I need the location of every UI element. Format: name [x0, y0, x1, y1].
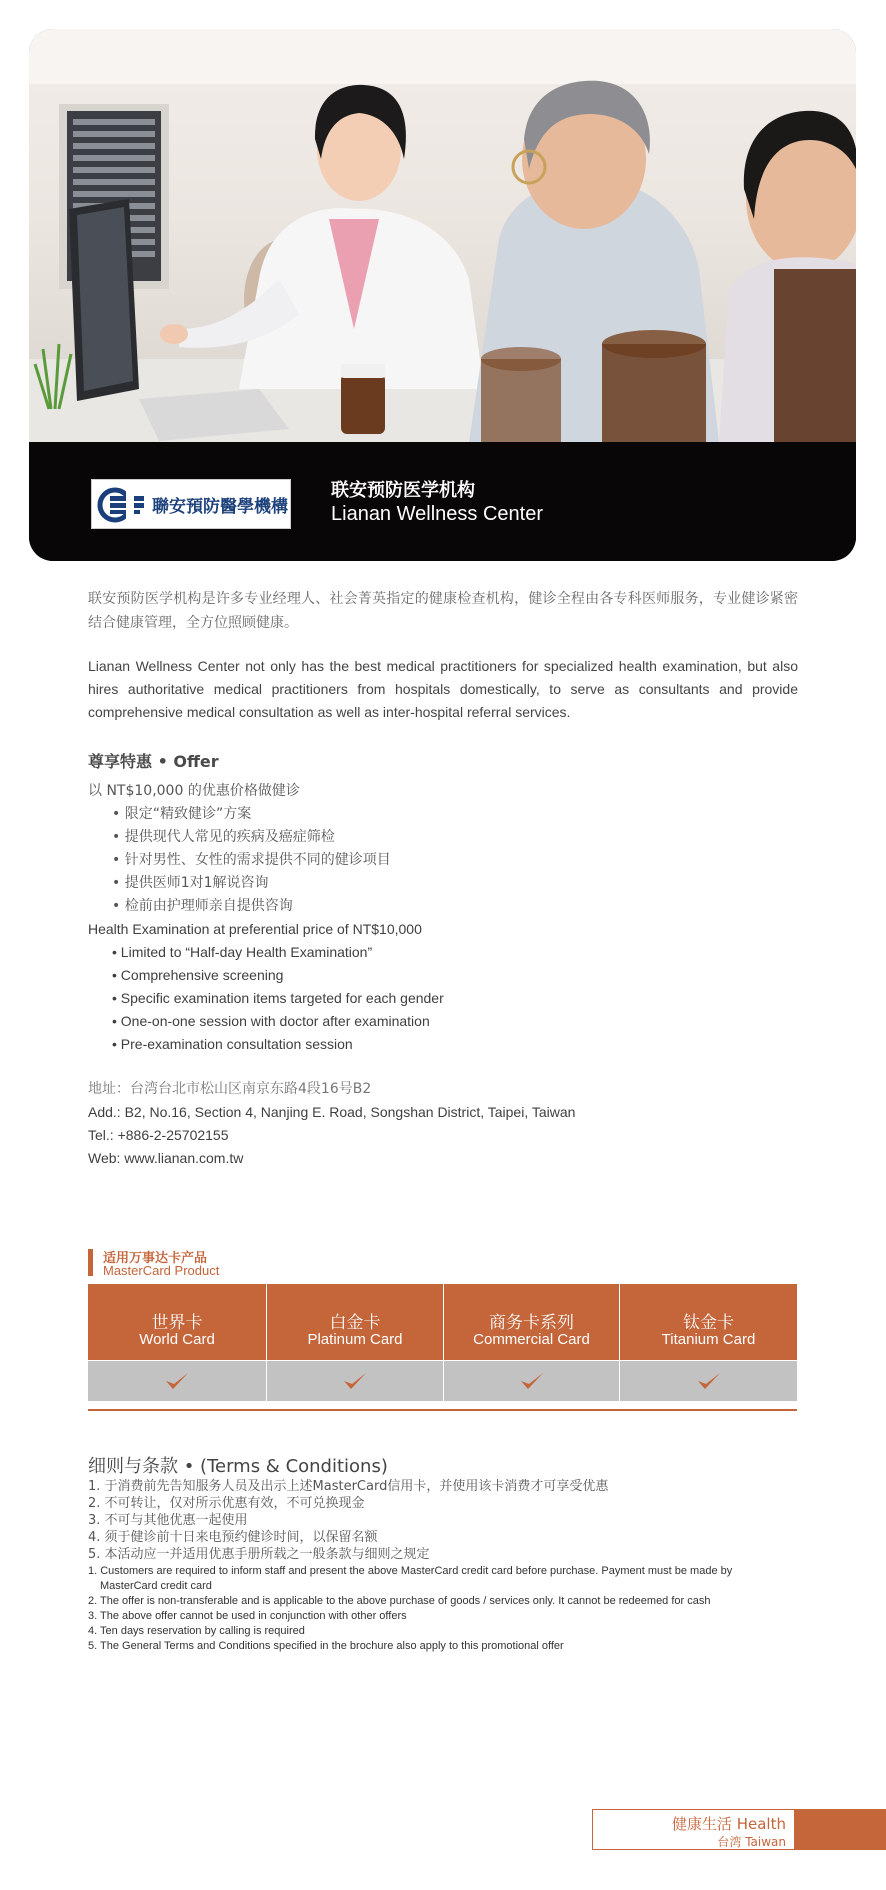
hero-section [29, 29, 856, 561]
list-item: 1. 于消费前先告知服务人员及出示上述MasterCard信用卡，并使用该卡消费才可享受优惠 [88, 1479, 609, 1494]
list-item: 2. The offer is non-transferable and is applicable to the above purchase of goods / services only. It cannot be redeemed for cash [88, 1595, 711, 1607]
list-item: 2. 不可转让，仅对所示优惠有效，不可兑换现金 [88, 1496, 365, 1511]
lianan-logo [91, 479, 291, 529]
hero-banner [29, 442, 856, 561]
card-column-platinum [267, 1284, 443, 1401]
card-column-titanium [620, 1284, 797, 1401]
card-name-cn: 世界卡 [151, 1313, 203, 1333]
list-item: • 限定“精致健诊”方案 [112, 806, 252, 822]
contact-info [88, 1078, 808, 1170]
offer-lead-cn: 以 NT$10,000 的优惠价格做健诊 [88, 783, 300, 799]
website-link[interactable]: Web: www.lianan.com.tw [88, 1150, 244, 1166]
card-name-en: Commercial Card [473, 1331, 590, 1348]
section-accent-bar [88, 1249, 93, 1276]
offer-list [88, 780, 808, 1056]
card-name-en: Platinum Card [307, 1331, 403, 1348]
card-header [267, 1284, 443, 1360]
card-name-en: Titanium Card [661, 1331, 756, 1348]
list-item: • 提供医师1对1解说咨询 [112, 875, 269, 891]
list-item: • 针对男性、女性的需求提供不同的健诊项目 [112, 852, 391, 868]
list-item: 4. Ten days reservation by calling is required [88, 1625, 305, 1637]
list-item: 5. 本活动应一并适用优惠手册所载之一般条款与细则之规定 [88, 1547, 430, 1562]
org-name-cn: 联安预防医学机构 [331, 480, 475, 501]
terms-list-en [88, 1564, 778, 1654]
offer-heading: 尊享特惠 • Offer [88, 752, 219, 771]
list-item: • Pre-examination consultation session [112, 1036, 353, 1052]
list-item: 1. Customers are required to inform staff and present the above MasterCard credit card before purchase. Payment must be made by MasterCard credit card [88, 1565, 733, 1592]
list-item: 4. 须于健诊前十日来电预约健诊时间，以保留名额 [88, 1530, 378, 1545]
list-item: • Specific examination items targeted for each gender [112, 990, 444, 1006]
mastercard-label-en: MasterCard Product [103, 1263, 220, 1278]
card-check-cell [88, 1361, 266, 1401]
list-item: 3. 不可与其他优惠一起使用 [88, 1513, 248, 1528]
list-item: • Limited to “Half-day Health Examination” [112, 944, 373, 960]
check-icon [519, 1370, 545, 1392]
card-name-cn: 商务卡系列 [489, 1313, 574, 1333]
card-check-cell [444, 1361, 619, 1401]
phone-number: Tel.: +886-2-25702155 [88, 1127, 229, 1143]
card-column-commercial [444, 1284, 619, 1401]
list-item: • One-on-one session with doctor after examination [112, 1013, 430, 1029]
card-name-cn: 钛金卡 [683, 1313, 734, 1333]
check-icon [342, 1370, 368, 1392]
offer-lead-en: Health Examination at preferential price of NT$10,000 [88, 921, 422, 937]
address-cn: 地址：台湾台北市松山区南京东路4段16号B2 [88, 1081, 372, 1097]
card-header [620, 1284, 797, 1360]
terms-heading: 细则与条款 • (Terms & Conditions) [88, 1456, 388, 1477]
intro-paragraph-cn: 联安预防医学机构是许多专业经理人、社会菁英指定的健康检查机构，健诊全程由各专科医师服务，专业健诊紧密结合健康管理，全方位照顾健康。 [88, 591, 798, 631]
mastercard-label-cn: 适用万事达卡产品 [103, 1251, 208, 1266]
check-icon [164, 1370, 190, 1392]
check-icon [696, 1370, 722, 1392]
terms-list-cn [88, 1478, 808, 1563]
footer-accent-block [795, 1809, 886, 1850]
lianan-logo-icon [96, 486, 148, 524]
footer-tag [592, 1809, 795, 1850]
list-item: 3. The above offer cannot be used in conjunction with other offers [88, 1610, 407, 1622]
list-item: 5. The General Terms and Conditions specified in the brochure also apply to this promotional offer [88, 1640, 564, 1652]
address-en: Add.: B2, No.16, Section 4, Nanjing E. Road, Songshan District, Taipei, Taiwan [88, 1104, 576, 1120]
intro-paragraph-en: Lianan Wellness Center not only has the best medical practitioners for specialized health examination, but also hires authoritative medical practitioners from hospitals domestically, to serve as consultants and provide comprehensive medical consultation as well as inter-hospital referral services. [88, 658, 798, 720]
list-item: • 提供现代人常见的疾病及癌症筛检 [112, 829, 335, 845]
card-column-world [88, 1284, 266, 1401]
footer-region: 台湾 Taiwan [717, 1835, 786, 1849]
card-eligibility-table [88, 1284, 797, 1401]
card-name-en: World Card [139, 1331, 215, 1348]
logo-text: 聯安預防醫學機構 [152, 497, 288, 517]
list-item: • Comprehensive screening [112, 967, 284, 983]
footer-category: 健康生活 Health [671, 1815, 786, 1833]
card-header [88, 1284, 266, 1360]
card-header [444, 1284, 619, 1360]
table-divider [88, 1409, 797, 1411]
card-name-cn: 白金卡 [329, 1313, 381, 1333]
card-check-cell [267, 1361, 443, 1401]
org-name-en: Lianan Wellness Center [331, 503, 543, 525]
doctor-consultation-illustration [29, 29, 856, 442]
hero-photo [29, 29, 856, 442]
list-item: • 检前由护理师亲自提供咨询 [112, 898, 293, 914]
card-check-cell [620, 1361, 797, 1401]
